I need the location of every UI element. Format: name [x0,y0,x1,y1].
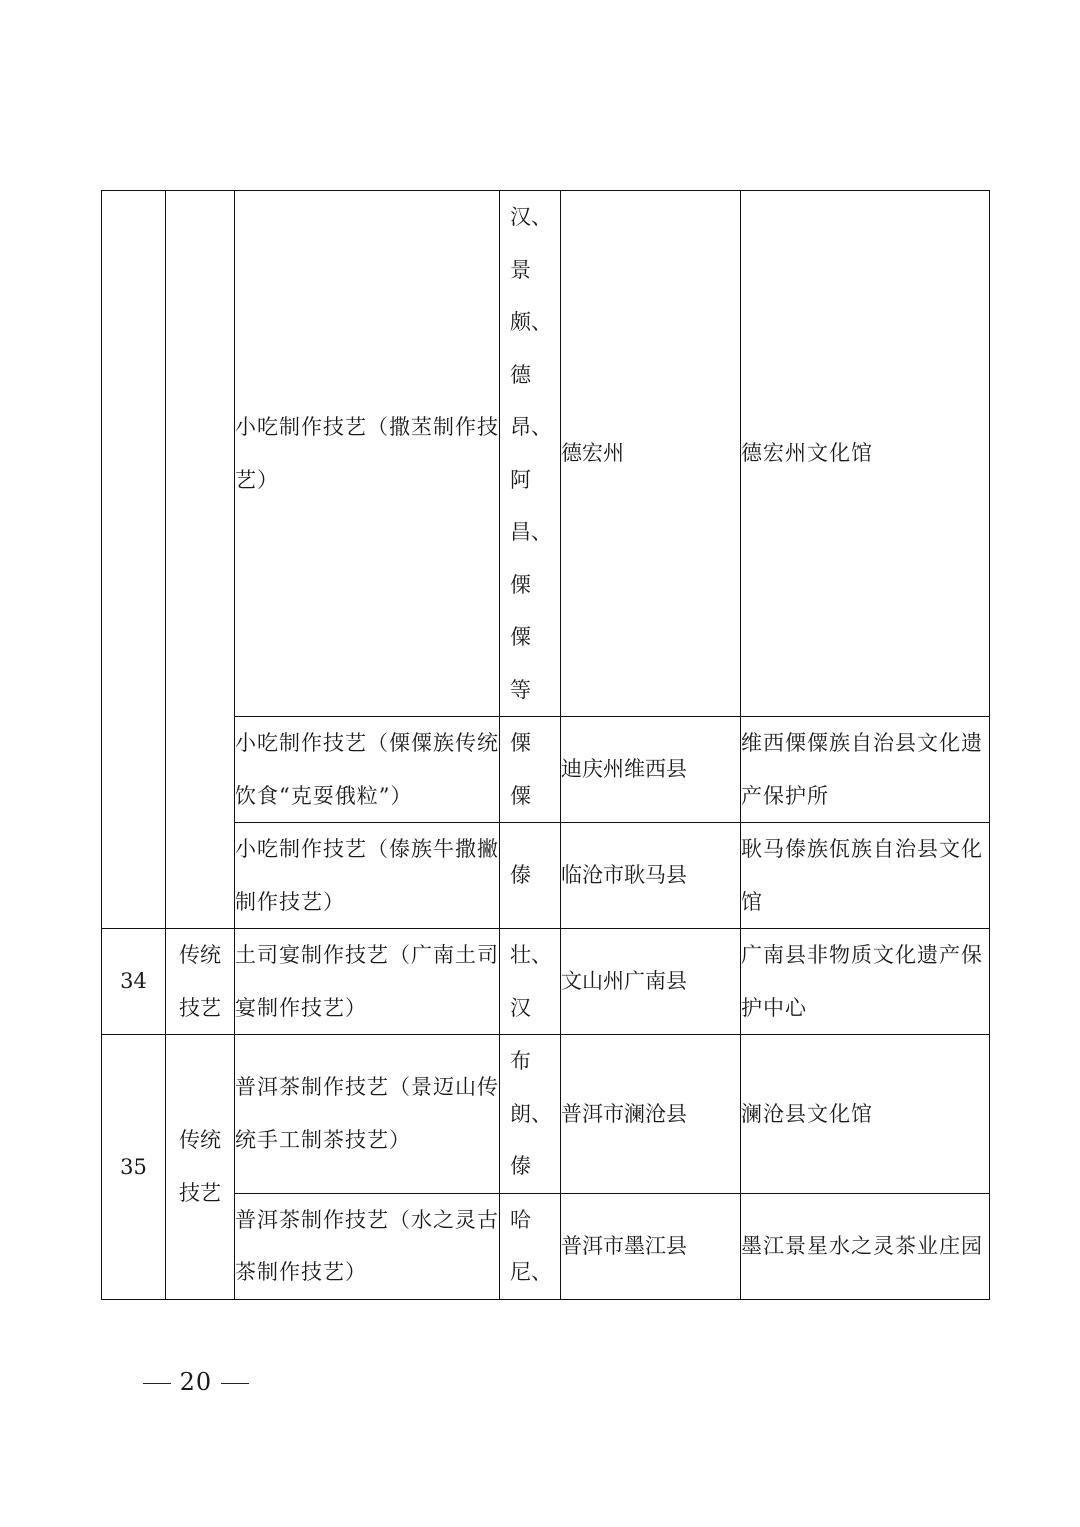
page-footer [143,1368,249,1396]
unit-cell: 澜沧县文化馆 [741,1035,990,1194]
table-row [102,1193,990,1299]
area-cell: 普洱市墨江县 [561,1193,741,1299]
table-row [102,823,990,929]
project-cell: 小吃制作技艺（撒苤制作技艺） [235,191,500,717]
area-cell: 普洱市澜沧县 [561,1035,741,1194]
project-cell: 普洱茶制作技艺（水之灵古茶制作技艺） [235,1193,500,1299]
row-number-cell: 35 [102,1035,166,1300]
project-cell: 小吃制作技艺（傈僳族传统饮食“克耍俄粒”） [235,717,500,823]
project-cell: 小吃制作技艺（傣族牛撒撇制作技艺） [235,823,500,929]
table-row [102,1035,990,1194]
area-cell: 德宏州 [561,191,741,717]
unit-cell: 耿马傣族佤族自治县文化馆 [741,823,990,929]
unit-cell: 广南县非物质文化遗产保护中心 [741,929,990,1035]
footer-dash-right [221,1383,249,1384]
project-cell: 土司宴制作技艺（广南土司宴制作技艺） [235,929,500,1035]
unit-cell: 墨江景星水之灵茶业庄园 [741,1193,990,1299]
ethnic-cell: 布朗、傣 [500,1035,561,1194]
unit-cell: 维西傈僳族自治县文化遗产保护所 [741,717,990,823]
row-number-cell [102,191,166,929]
unit-cell: 德宏州文化馆 [741,191,990,717]
footer-dash-left [143,1383,171,1384]
ethnic-cell: 壮、汉 [500,929,561,1035]
area-cell: 临沧市耿马县 [561,823,741,929]
table-row [102,191,990,717]
category-cell: 传统技艺 [166,929,235,1035]
heritage-table [101,190,990,1300]
project-cell: 普洱茶制作技艺（景迈山传统手工制茶技艺） [235,1035,500,1194]
category-cell [166,191,235,929]
table-row [102,929,990,1035]
table-row [102,717,990,823]
row-number-cell: 34 [102,929,166,1035]
area-cell: 文山州广南县 [561,929,741,1035]
ethnic-cell: 汉、景颇、德昂、阿昌、傈僳等 [500,191,561,717]
ethnic-cell: 傣 [500,823,561,929]
ethnic-cell: 哈尼、 [500,1193,561,1299]
area-cell: 迪庆州维西县 [561,717,741,823]
ethnic-cell: 傈僳 [500,717,561,823]
category-cell: 传统技艺 [166,1035,235,1300]
page-number: 20 [179,1368,213,1396]
